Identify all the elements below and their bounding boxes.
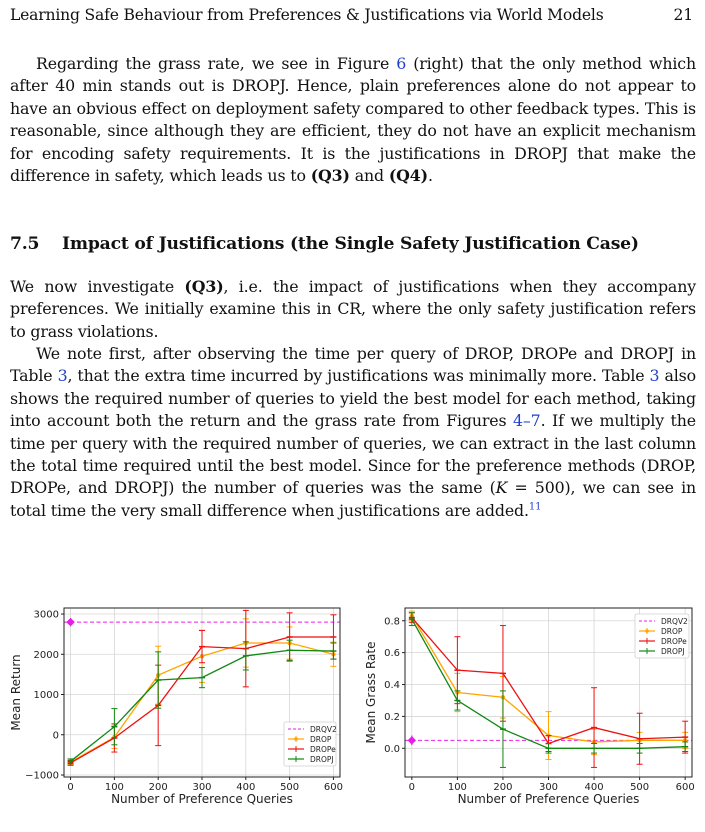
y-tick-label: 0.6 (384, 648, 400, 660)
paragraph-grass-rate: Regarding the grass rate, we see in Figure 6 (right) that the only method which after 40 min stands out is DROPJ. Hence, plain preferences alone do not appear to have an obvious effect on deployment safety compared to other feedback types. This is reasonable, since although they are efficient, they do not have an explicit mechanism for encoding safety requirements. It is the justifications in DROPJ that make the difference in safety, which leads us to (Q3) and (Q4). (10, 54, 696, 186)
x-axis-label: Number of Preference Queries (457, 792, 640, 806)
x-tick-label: 0 (408, 782, 416, 793)
x-tick-label: 100 (104, 782, 124, 793)
footnote-11-link[interactable]: 11 (528, 501, 542, 513)
running-title: Learning Safe Behaviour from Preferences & Justifications via World Models (10, 6, 604, 24)
point-drqv2 (66, 618, 74, 626)
y-tick-label: 0.0 (384, 743, 400, 755)
legend-marker-drop (294, 737, 298, 741)
legend-label-drop: DROP (310, 734, 332, 744)
legend-label-drop: DROP (661, 626, 683, 636)
x-tick-label: 100 (447, 782, 467, 793)
x-tick-label: 200 (493, 782, 513, 793)
legend-label-drope: DROPe (661, 636, 687, 646)
y-tick-label: 2000 (33, 649, 59, 661)
legend-label-dropj: DROPJ (661, 646, 685, 656)
x-tick-label: 0 (67, 782, 74, 793)
figure-charts (0, 590, 705, 832)
x-tick-label: 500 (630, 782, 650, 793)
paragraph-time-per-query: We note first, after observing the time per query of DROP, DROPe and DROPJ in Table 3, that the extra time incurred by justifications was minimally more. Table 3 also shows the required number of queries to yield the best model for each method, taking into account both the return and the grass rate from Figures 4–7. If we multiply the time per query with the required number of queries, we can extract in the last column the total time required until the best model. Since for the preference methods (DROP, DROPe, and DROPJ) the number of queries was the same (K = 500), we can see in total time the very small difference when justifications are added.$^{11}$ (10, 344, 696, 520)
y-tick-label: 1000 (33, 690, 59, 702)
figure-6-link[interactable]: 6 (396, 54, 407, 73)
x-tick-label: 300 (538, 782, 559, 793)
mean-return-chart (0, 590, 352, 822)
y-axis-label: Mean Return (9, 654, 23, 731)
section-number: 7.5 (10, 234, 40, 254)
x-tick-label: 400 (584, 782, 604, 793)
legend-marker-drop (645, 629, 649, 633)
x-tick-label: 300 (192, 782, 212, 793)
x-tick-label: 600 (323, 782, 343, 793)
legend-label-drope: DROPe (310, 744, 336, 754)
y-tick-label: 0.8 (384, 616, 400, 628)
x-axis-label: Number of Preference Queries (111, 792, 293, 806)
legend-label-drqv2: DRQV2 (661, 616, 688, 626)
y-tick-label: 0.4 (384, 680, 400, 692)
y-axis-label: Mean Grass Rate (364, 641, 378, 744)
x-tick-label: 600 (675, 782, 695, 793)
x-tick-label: 200 (148, 782, 168, 793)
y-tick-label: 0.2 (384, 711, 400, 723)
y-tick-label: 0 (52, 730, 59, 742)
table-3-link-2[interactable]: 3 (649, 366, 660, 386)
legend-label-dropj: DROPJ (310, 754, 334, 764)
page-number: 21 (673, 6, 693, 24)
section-title: Impact of Justifications (the Single Safety Justification Case) (62, 234, 639, 254)
y-tick-label: 3000 (33, 609, 59, 621)
figures-4-7-link[interactable]: 4–7 (513, 411, 541, 431)
section-heading (10, 234, 639, 254)
table-3-link[interactable]: 3 (57, 366, 68, 386)
mean-grass-rate-chart (352, 590, 705, 822)
point-drqv2 (408, 736, 416, 744)
legend-label-drqv2: DRQV2 (310, 724, 337, 734)
x-tick-label: 500 (280, 782, 300, 793)
y-tick-label: −1000 (25, 770, 59, 782)
paragraph-investigate: We now investigate (Q3), i.e. the impact of justifications when they accompany preferences. We initially examine this in CR, where the only safety justification refers to grass violations. (10, 277, 696, 341)
x-tick-label: 400 (236, 782, 256, 793)
running-header (10, 6, 693, 24)
